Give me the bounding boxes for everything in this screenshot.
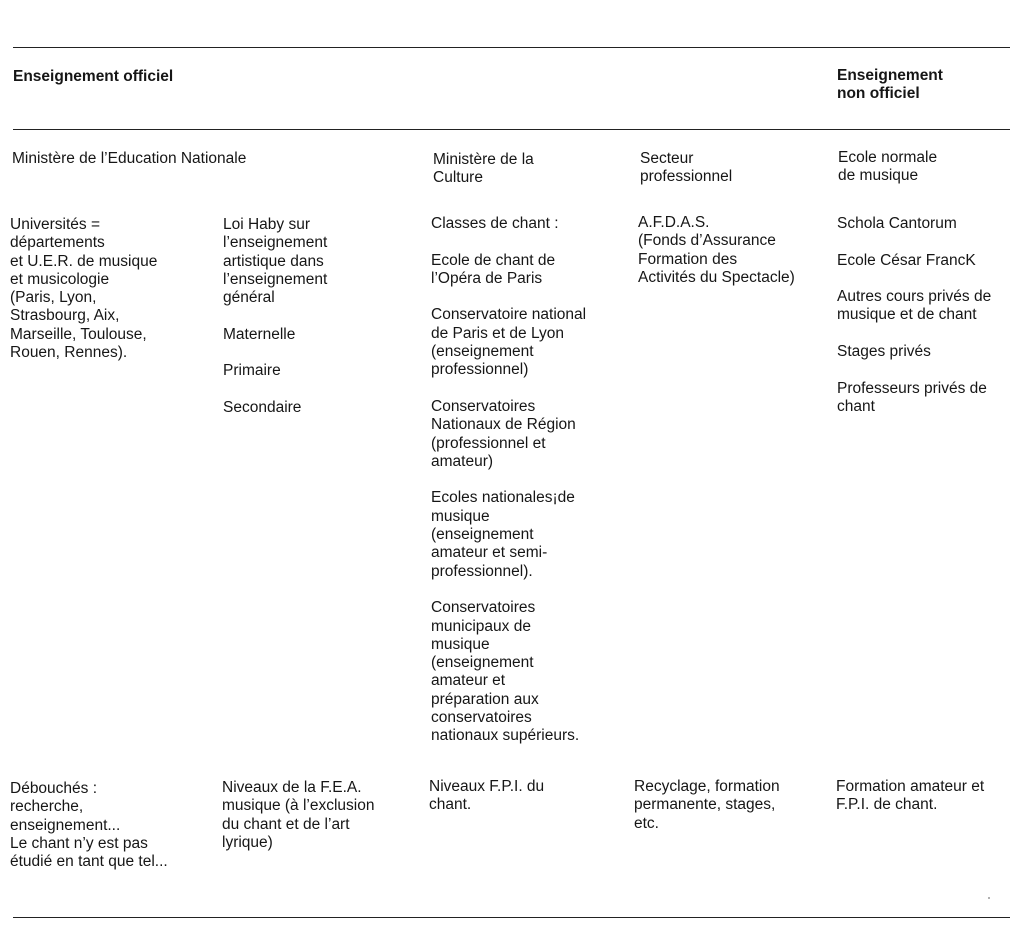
list-item: Maternelle	[223, 325, 296, 343]
outcome-private: Formation amateur et F.P.I. de chant.	[836, 778, 985, 814]
private-list	[837, 215, 991, 416]
speck	[988, 897, 990, 899]
column-heading-culture: Ministère de la Culture	[433, 151, 534, 187]
list-item: Ecole de chant de l’Opéra de Paris	[431, 251, 556, 287]
list-item: Ecole César FrancK	[837, 251, 976, 269]
list-item: Autres cours privés de musique et de chant	[837, 288, 992, 324]
column-heading-education: Ministère de l’Education Nationale	[12, 150, 247, 167]
bottom-rule	[13, 917, 1010, 918]
list-item: Loi Haby sur l’enseignement artistique dans l’enseignement général	[223, 216, 328, 307]
list-item: Conservatoires municipaux de musique (enseignement amateur et préparation aux conservatoires nationaux supérieurs.	[431, 599, 580, 745]
outcome-universities: Débouchés : recherche, enseignement... Le chant n’y est pas étudié en tant que tel...	[10, 780, 168, 871]
top-rule	[13, 47, 1010, 48]
list-item: Classes de chant :	[431, 215, 559, 232]
universities-block: Universités = départements et U.E.R. de musique et musicologie (Paris, Lyon, Strasbourg, Aix, Marseille, Toulouse, Rouen, Rennes).	[10, 216, 158, 362]
afdas-block: A.F.D.A.S. (Fonds d’Assurance Formation des Activités du Spectacle)	[638, 214, 795, 286]
list-item: Stages privés	[837, 343, 931, 361]
list-item: Conservatoires Nationaux de Région (professionnel et amateur)	[431, 397, 576, 470]
list-item: Professeurs privés de chant	[837, 379, 987, 415]
outcome-haby: Niveaux de la F.E.A. musique (à l’exclusion du chant et de l’art lyrique)	[222, 779, 375, 851]
list-item: Ecoles nationales¡de musique (enseignement amateur et semi- professionnel).	[431, 489, 575, 580]
list-item: Primaire	[223, 362, 281, 380]
culture-list	[431, 215, 586, 746]
outcome-culture: Niveaux F.P.I. du chant.	[429, 778, 545, 814]
haby-list	[223, 216, 327, 417]
column-heading-ecole-normale: Ecole normale de musique	[838, 149, 938, 185]
list-item: Schola Cantorum	[837, 215, 957, 232]
list-item: Conservatoire national de Paris et de Lyon (enseignement professionnel)	[431, 306, 587, 379]
header-rule	[13, 129, 1010, 130]
list-item: Secondaire	[223, 398, 302, 416]
header-official: Enseignement officiel	[13, 68, 174, 85]
header-non-official: Enseignement non officiel	[837, 67, 943, 103]
column-heading-professional: Secteur professionnel	[640, 150, 733, 186]
outcome-professional: Recyclage, formation permanente, stages, etc.	[634, 778, 780, 832]
